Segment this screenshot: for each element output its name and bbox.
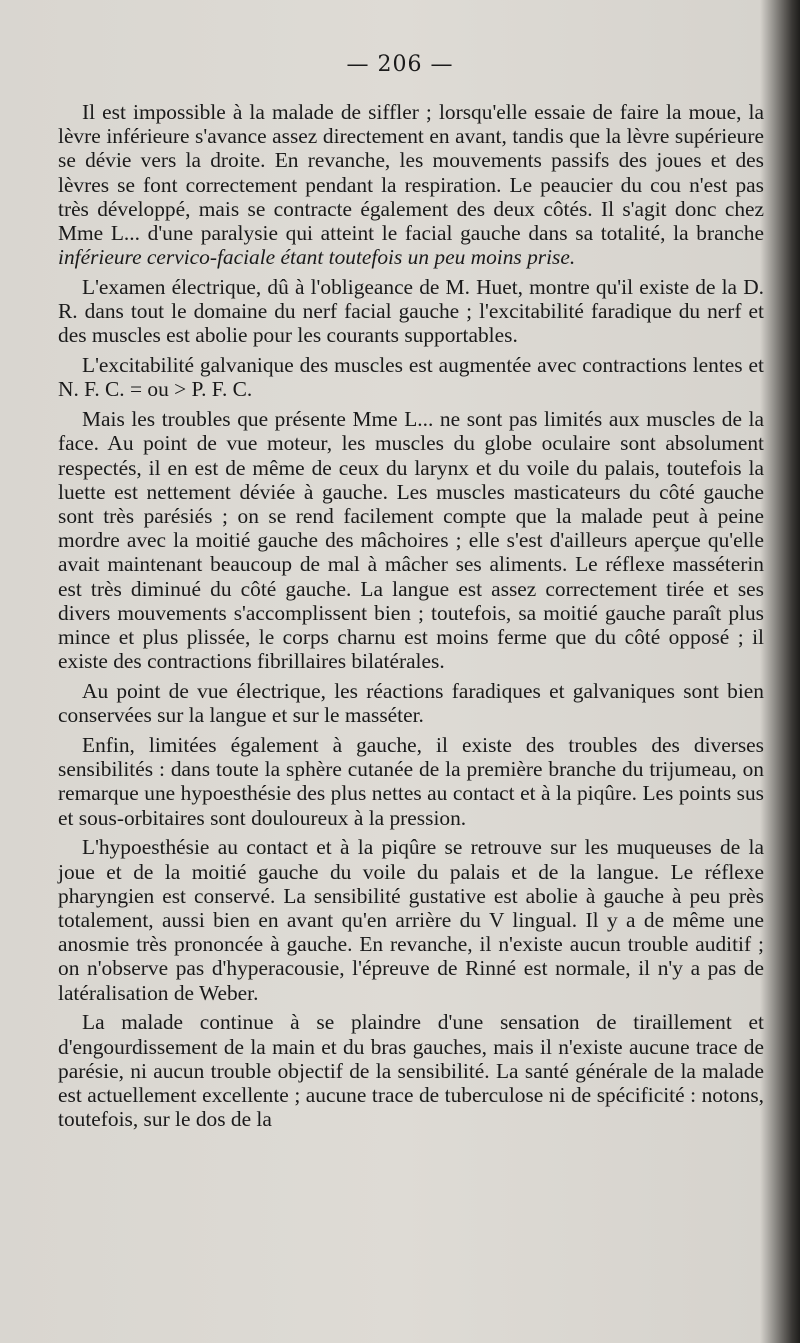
paragraph-1 [58, 100, 764, 269]
paragraph-3: L'excitabilité galvanique des muscles est augmentée avec contractions lentes et N. F. C. = ou > P. F. C. [58, 353, 764, 402]
paragraph-1-italic: inférieure cervico-faciale étant toutefois un peu moins prise. [58, 245, 576, 270]
paragraph-6: Enfin, limitées également à gauche, il existe des troubles des diverses sensibilités : dans toute la sphère cutanée de la première branche du trijumeau, on remarque une hypoesthésie des plus nettes au contact et à la piqûre. Les points sus et sous-orbitaires sont douloureux à la pression. [58, 733, 764, 830]
paragraph-4: Mais les troubles que présente Mme L... ne sont pas limités aux muscles de la face. Au point de vue moteur, les muscles du globe oculaire sont absolument respectés, il en est de même de ceux du larynx et du voile du palais, toutefois la luette est nettement déviée à gauche. Les muscles masticateurs du côté gauche sont très parésiés ; on se rend facilement compte que la malade peut à peine mordre avec la moitié gauche des mâchoires ; elle s'est d'ailleurs aperçue qu'elle avait maintenant beaucoup de mal à mâcher ses aliments. Le réflexe masséterin est très diminué du côté gauche. La langue est assez correctement tirée et ses divers mouvements s'accomplissent bien ; toutefois, sa moitié gauche paraît plus mince et plus plissée, le corps charnu est moins ferme que du côté opposé ; il existe des contractions fibrillaires bilatérales. [58, 407, 764, 674]
paragraph-7: L'hypoesthésie au contact et à la piqûre se retrouve sur les muqueuses de la joue et de la moitié gauche du voile du palais et de la langue. Le réflexe pharyngien est conservé. La sensibilité gustative est abolie à gauche à peu près totalement, aussi bien en avant qu'en arrière du V lingual. Il y a de même une anosmie très prononcée à gauche. En revanche, il n'existe aucun trouble auditif ; on n'observe pas d'hyperacousie, l'épreuve de Rinné est normale, il n'y a pas de latéralisation de Weber. [58, 835, 764, 1005]
paragraph-5: Au point de vue électrique, les réactions faradiques et galvaniques sont bien conservées sur la langue et sur le masséter. [58, 679, 764, 728]
paragraph-1-text: Il est impossible à la malade de siffler ; lorsqu'elle essaie de faire la moue, la lèvre inférieure s'avance assez directement en avant, tandis que la lèvre supérieure se dévie vers la droite. En revanche, les mouvements passifs des joues et des lèvres se font correctement pendant la respiration. Le peaucier du cou n'est pas très développé, mais se contracte également des deux côtés. Il s'agit donc chez Mme L... d'une paralysie qui atteint le facial gauche dans sa totalité, la branche [58, 100, 764, 246]
body-text [58, 100, 764, 1131]
paragraph-8: La malade continue à se plaindre d'une sensation de tiraillement et d'engourdissement de la main et du bras gauches, mais il n'existe aucune trace de parésie, ni aucun trouble objectif de la sensibilité. La santé générale de la malade est actuellement excellente ; aucune trace de tuberculose ni de spécificité : notons, toutefois, sur le dos de la [58, 1010, 764, 1132]
paragraph-2: L'examen électrique, dû à l'obligeance de M. Huet, montre qu'il existe de la D. R. dans tout le domaine du nerf facial gauche ; l'excitabilité faradique du nerf et des muscles est abolie pour les courants supportables. [58, 275, 764, 348]
page-number: — 206 — [346, 52, 454, 77]
